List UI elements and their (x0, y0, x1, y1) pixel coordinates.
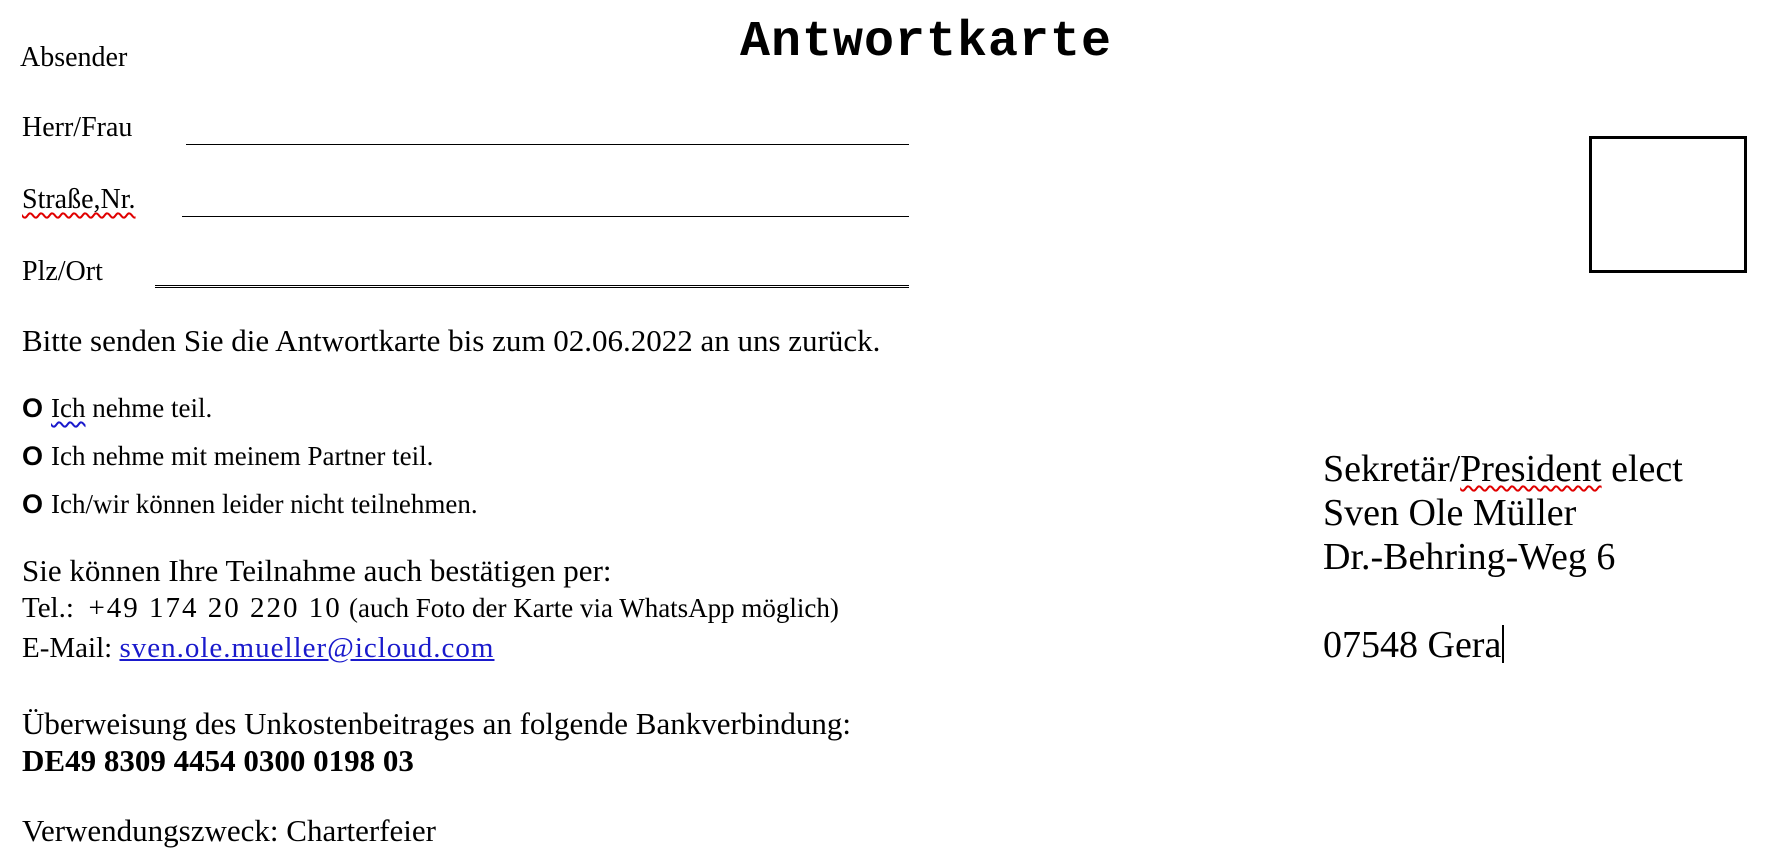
sender-label: Absender (20, 42, 128, 73)
instruction-text: Bitte senden Sie die Antwortkarte bis zum 02.06.2022 an uns zurück. (22, 323, 881, 358)
recipient-city[interactable]: 07548 Gera (1323, 623, 1683, 667)
iban: DE49 8309 4454 0300 0198 03 (22, 743, 414, 778)
zip-city-field[interactable] (155, 285, 909, 288)
stamp-box (1589, 136, 1747, 273)
street-label: Straße,Nr. (22, 184, 136, 215)
card-title: Antwortkarte (740, 14, 1113, 71)
email-link[interactable]: sven.ole.mueller@icloud.com (119, 632, 495, 664)
salutation-label: Herr/Frau (22, 112, 133, 143)
option-decline[interactable]: O Ich/wir können leider nicht teilnehmen. (22, 489, 478, 519)
option-attend-with-partner[interactable]: O Ich nehme mit meinem Partner teil. (22, 441, 434, 471)
option-circle-icon[interactable]: O (22, 441, 44, 471)
recipient-role: Sekretär/President elect (1323, 448, 1683, 490)
contact-intro: Sie können Ihre Teilnahme auch bestätigen per: (22, 553, 612, 588)
payment-purpose: Verwendungszweck: Charterfeier (22, 813, 437, 848)
salutation-field[interactable] (186, 144, 909, 145)
option-circle-icon[interactable]: O (22, 393, 44, 423)
option-circle-icon[interactable]: O (22, 489, 44, 519)
recipient-address (1323, 447, 1683, 667)
street-field[interactable] (182, 216, 909, 217)
recipient-street: Dr.-Behring-Weg 6 (1323, 536, 1616, 578)
option-attend[interactable]: O Ich nehme teil. (22, 393, 213, 423)
bank-intro: Überweisung des Unkostenbeitrages an folgende Bankverbindung: (22, 706, 852, 741)
text-cursor (1502, 625, 1504, 663)
recipient-name: Sven Ole Müller (1323, 492, 1577, 534)
contact-email: E-Mail: sven.ole.mueller@icloud.com (22, 632, 495, 664)
zip-city-label: Plz/Ort (22, 256, 103, 287)
contact-phone: Tel.: +49 174 20 220 10 (auch Foto der Karte via WhatsApp möglich) (22, 592, 839, 624)
phone-number[interactable]: +49 174 20 220 10 (88, 592, 342, 624)
